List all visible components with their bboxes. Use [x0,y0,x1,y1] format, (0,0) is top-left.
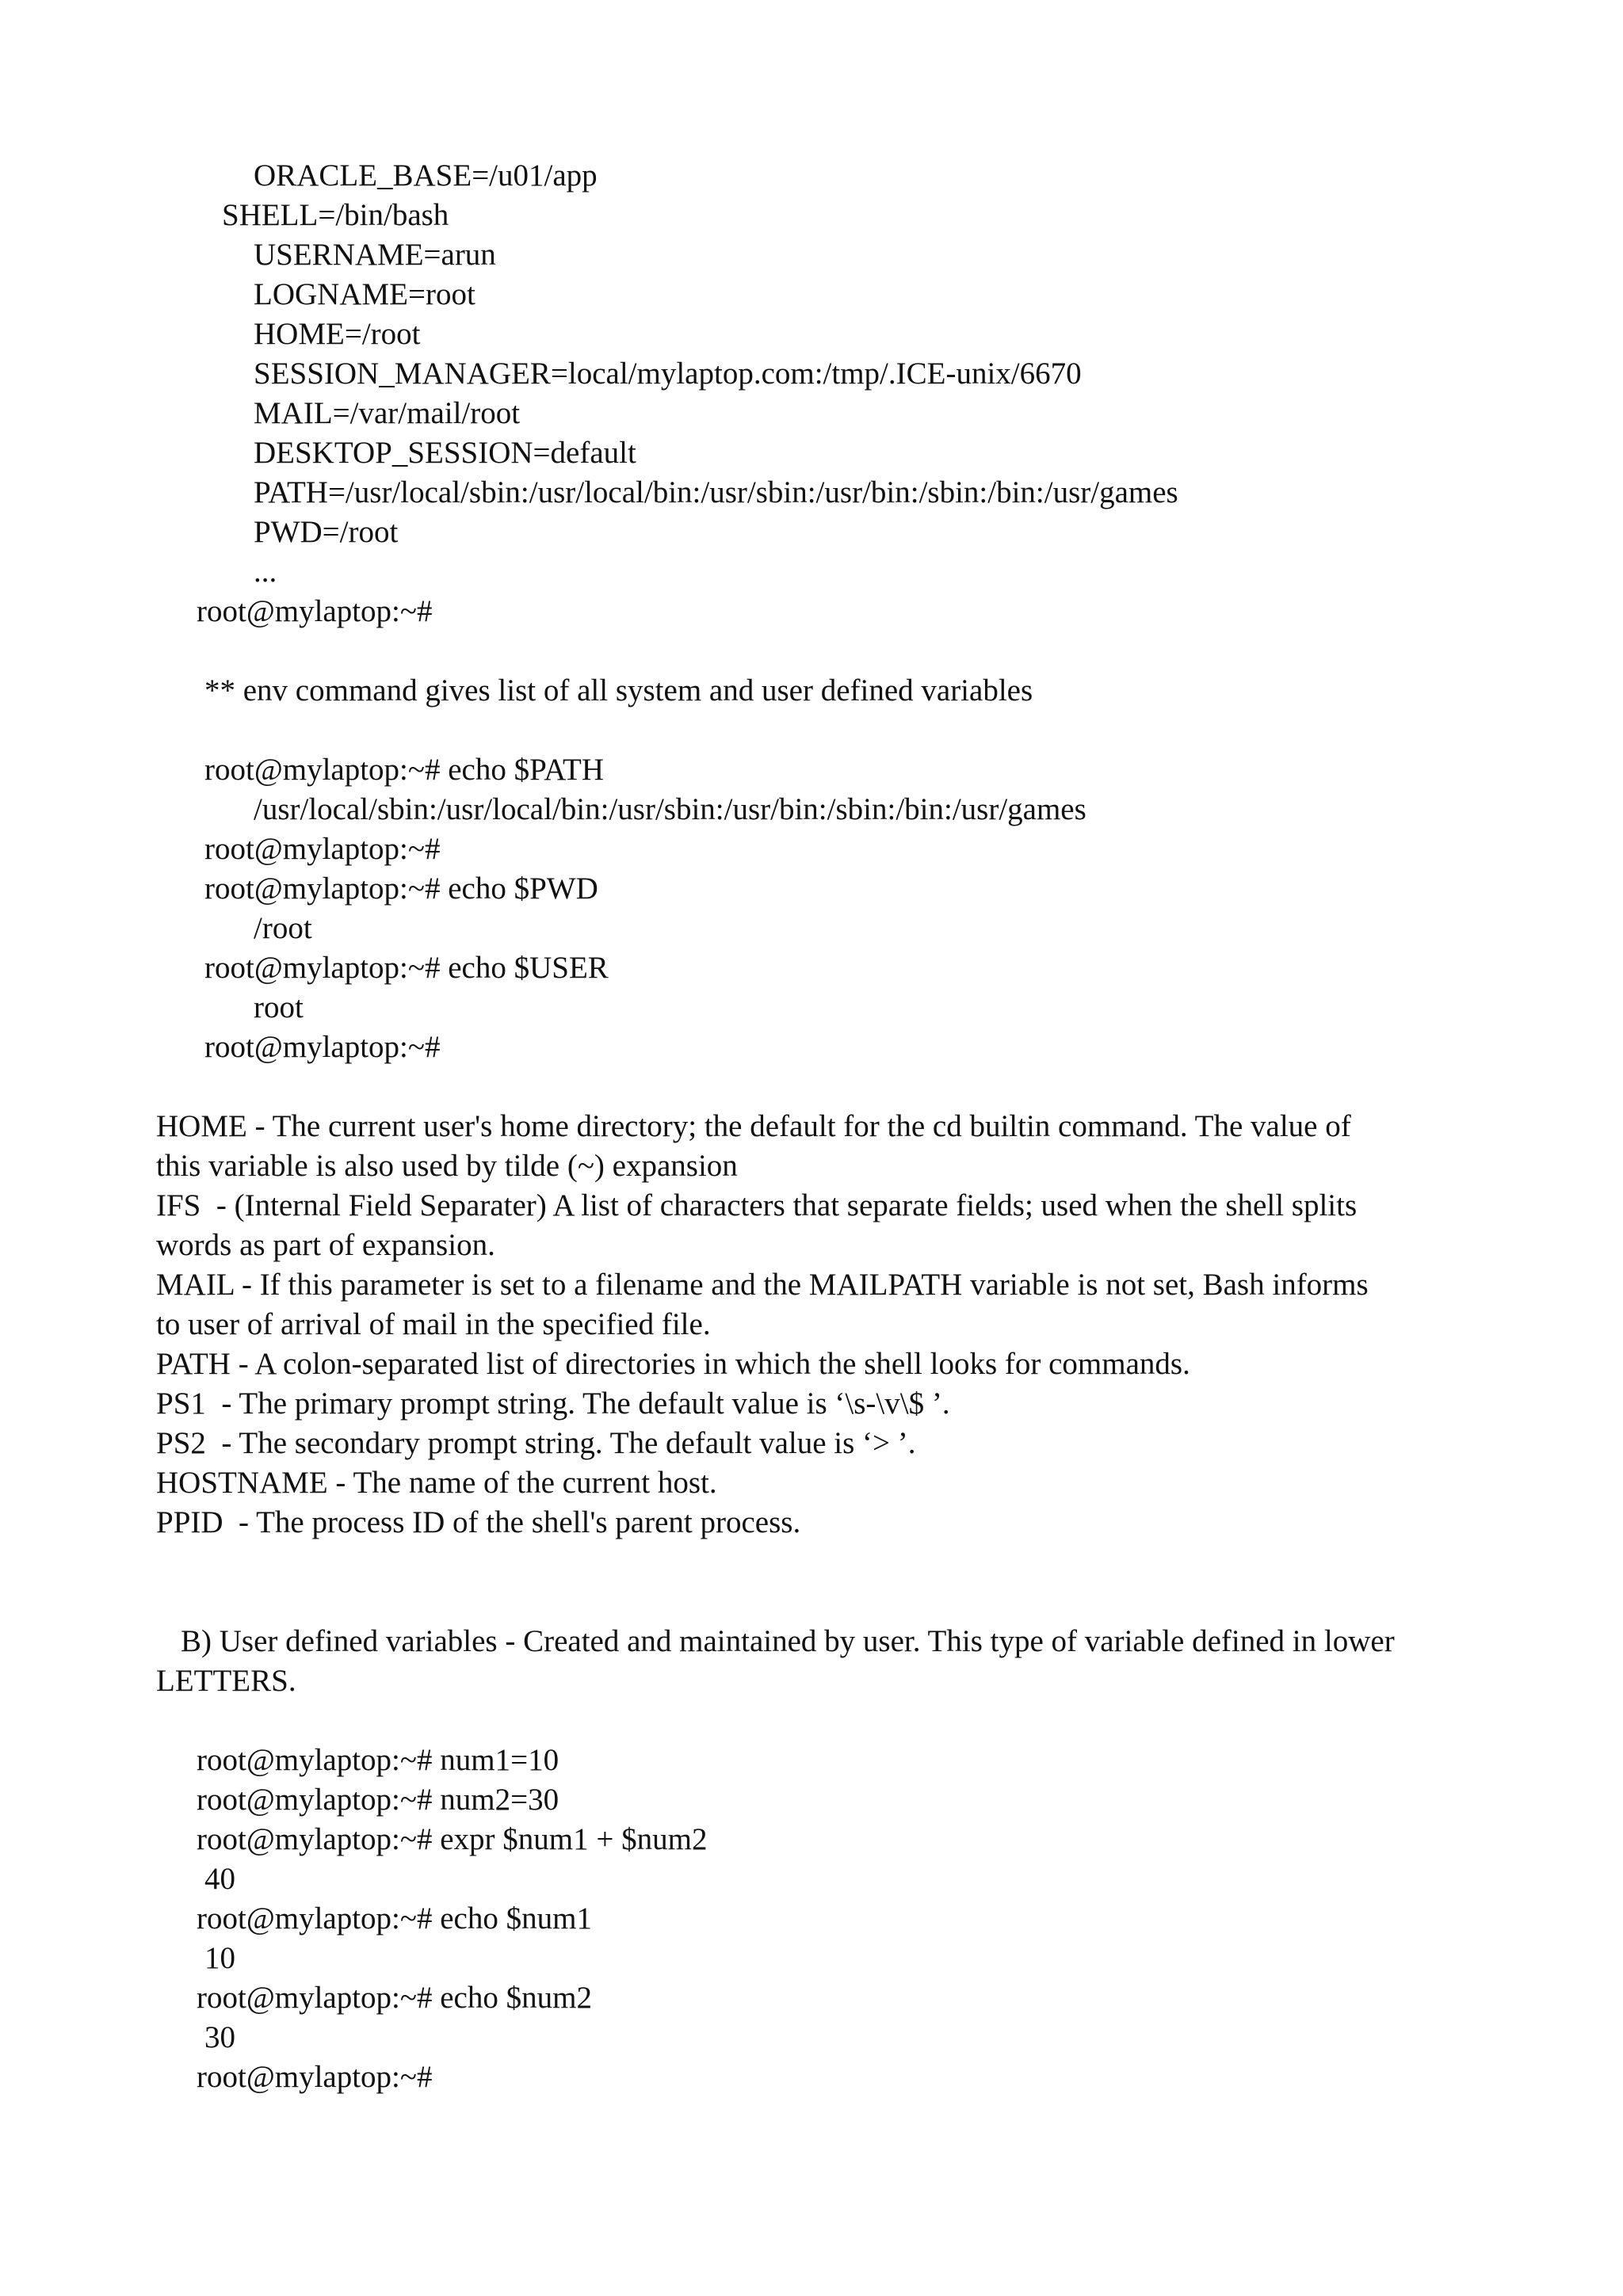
user-example-echo-num2-command: root@mylaptop:~# echo $num2 [197,1981,592,2015]
user-example-num1: root@mylaptop:~# num1=10 [197,1743,559,1777]
definition-home-line-1: HOME - The current user's home directory; the default for the cd builtin command. The value of [156,1109,1351,1143]
echo-user-output: root [254,990,304,1024]
env-line-username: USERNAME=arun [254,238,496,272]
env-prompt: root@mylaptop:~# [197,594,433,628]
echo-prompt-1: root@mylaptop:~# [204,832,441,866]
env-line-ellipsis: ... [254,555,277,589]
definition-mail-line-2: to user of arrival of mail in the specified file. [156,1307,711,1341]
definition-home-line-2: this variable is also used by tilde (~) expansion [156,1149,738,1183]
definition-hostname: HOSTNAME - The name of the current host. [156,1466,717,1500]
env-line-pwd: PWD=/root [254,515,399,549]
user-example-num2: root@mylaptop:~# num2=30 [197,1783,559,1817]
env-line-home: HOME=/root [254,317,421,351]
env-line-session-manager: SESSION_MANAGER=local/mylaptop.com:/tmp/.ICE-unix/6670 [254,357,1082,391]
echo-path-command: root@mylaptop:~# echo $PATH [204,753,605,787]
definition-path: PATH - A colon-separated list of directories in which the shell looks for commands. [156,1347,1190,1381]
definition-ifs-line-1: IFS - (Internal Field Separater) A list of characters that separate fields; used when the shell splits [156,1188,1358,1222]
env-line-oracle-base: ORACLE_BASE=/u01/app [254,158,598,193]
echo-path-output: /usr/local/sbin:/usr/local/bin:/usr/sbin:/usr/bin:/sbin:/bin:/usr/games [254,792,1086,826]
echo-pwd-command: root@mylaptop:~# echo $PWD [204,871,598,906]
env-line-path: PATH=/usr/local/sbin:/usr/local/bin:/usr/sbin:/usr/bin:/sbin:/bin:/usr/games [254,475,1178,509]
env-note: ** env command gives list of all system and user defined variables [204,673,1033,707]
env-line-mail: MAIL=/var/mail/root [254,396,521,430]
definition-ppid: PPID - The process ID of the shell's parent process. [156,1505,801,1539]
user-example-echo-num2-output: 30 [204,2020,235,2054]
env-line-desktop-session: DESKTOP_SESSION=default [254,436,636,470]
user-defined-heading-line-1: B) User defined variables - Created and maintained by user. This type of variable defined in lower [181,1624,1395,1658]
user-example-echo-num1-output: 10 [204,1941,235,1975]
env-line-shell: SHELL=/bin/bash [222,198,449,232]
definition-ps1: PS1 - The primary prompt string. The default value is ‘\s-\v\$ ’. [156,1386,950,1421]
user-example-echo-num1-command: root@mylaptop:~# echo $num1 [197,1901,592,1936]
env-line-logname: LOGNAME=root [254,277,475,311]
user-example-expr-command: root@mylaptop:~# expr $num1 + $num2 [197,1822,708,1856]
definition-ifs-line-2: words as part of expansion. [156,1228,495,1262]
definition-mail-line-1: MAIL - If this parameter is set to a filename and the MAILPATH variable is not set, Bash informs [156,1268,1369,1302]
echo-user-command: root@mylaptop:~# echo $USER [204,951,609,985]
user-defined-heading-line-2: LETTERS. [156,1664,296,1698]
echo-prompt-2: root@mylaptop:~# [204,1030,441,1064]
definition-ps2: PS2 - The secondary prompt string. The default value is ‘> ’. [156,1426,916,1460]
user-example-final-prompt: root@mylaptop:~# [197,2060,433,2094]
echo-pwd-output: /root [254,911,312,945]
user-example-expr-output: 40 [204,1862,235,1896]
